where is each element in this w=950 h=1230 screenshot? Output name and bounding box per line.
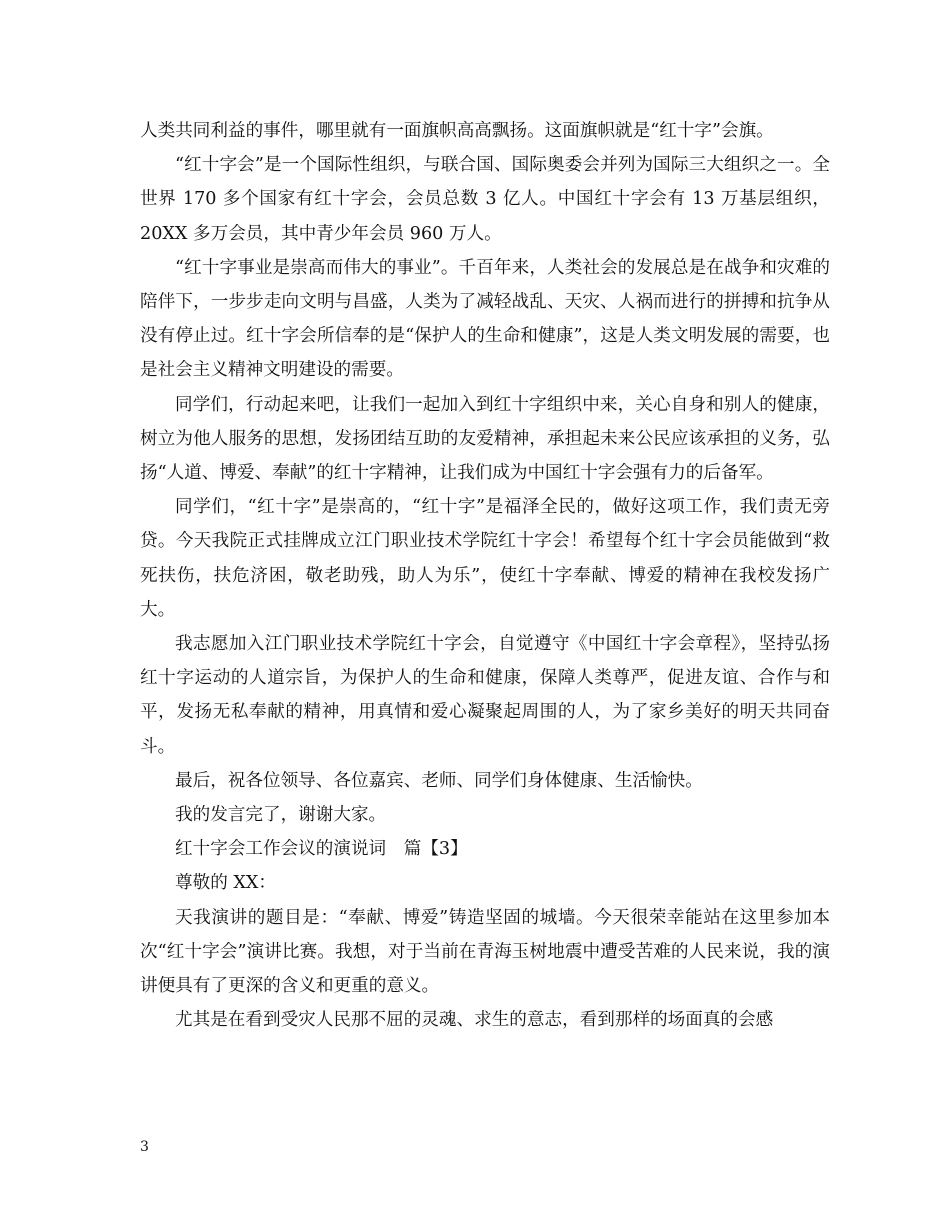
paragraph-red-cross-organization: “红十字会”是一个国际性组织，与联合国、国际奥委会并列为国际三大组织之一。全世界 170 多个国家有红十字会，会员总数 3 亿人。中国红十字会有 13 万基层组织，20XX 多万会员，其中青少年会员 960 万人。 — [140, 155, 830, 244]
paragraph-speech-topic: 天我演讲的题目是：“奉献、博爱”铸造坚固的城墙。今天很荣幸能站在这里参加本次“红十字会”演讲比赛。我想，对于当前在青海玉树地震中遭受苦难的人民来说，我的演讲便具有了更深的含义和更重的意义。 — [140, 907, 830, 997]
page-number: 3 — [140, 1139, 149, 1155]
paragraph-call-to-action: 同学们，行动起来吧，让我们一起加入到红十字组织中来，关心自身和别人的健康，树立为他人服务的思想，发扬团结互助的友爱精神，承担起未来公民应该承担的义务，弘扬“人道、博爱、奉献”的红十字精神，让我们成为中国红十字会强有力的后备军。 — [140, 394, 830, 484]
paragraph-closing-thanks: 我的发言完了，谢谢大家。 — [175, 805, 387, 826]
section-heading: 红十字会工作会议的演说词 篇【3】 — [175, 839, 468, 860]
paragraph-closing-wishes: 最后，祝各位领导、各位嘉宾、老师、同学们身体健康、生活愉快。 — [175, 770, 703, 791]
salutation: 尊敬的 XX： — [175, 873, 277, 894]
paragraph-continuation: 人类共同利益的事件，哪里就有一面旗帜高高飘扬。这面旗帜就是“红十字”会旗。 — [140, 121, 774, 141]
paragraph-pledge: 我志愿加入江门职业技术学院红十字会，自觉遵守《中国红十字会章程》，坚持弘扬红十字运动的人道宗旨，为保护人的生命和健康，保障人类尊严，促进友谊、合作与和平，发扬无私奉献的精神，用真情和爱心凝聚起周围的人，为了家乡美好的明天共同奋斗。 — [140, 634, 830, 757]
paragraph-speech-continued: 尤其是在看到受灾人民那不屈的灵魂、求生的意志，看到那样的场面真的会感 — [175, 1010, 774, 1031]
paragraph-red-cross-cause: “红十字事业是崇高而伟大的事业”。千百年来，人类社会的发展总是在战争和灾难的陪伴下，一步步走向文明与昌盛，人类为了减轻战乱、天灾、人祸而进行的拼搏和抗争从没有停止过。红十字会所信奉的是“保护人的生命和健康”，这是人类文明发展的需要，也是社会主义精神文明建设的需要。 — [140, 257, 830, 381]
paragraph-founding: 同学们，“红十字”是崇高的，“红十字”是福泽全民的，做好这项工作，我们责无旁贷。今天我院正式挂牌成立江门职业技术学院红十字会！希望每个红十字会员能做到“救死扶伤，扶危济困，敬老助残，助人为乐”，使红十字奉献、博爱的精神在我校发扬广大。 — [140, 497, 830, 620]
document-body — [140, 114, 830, 1037]
